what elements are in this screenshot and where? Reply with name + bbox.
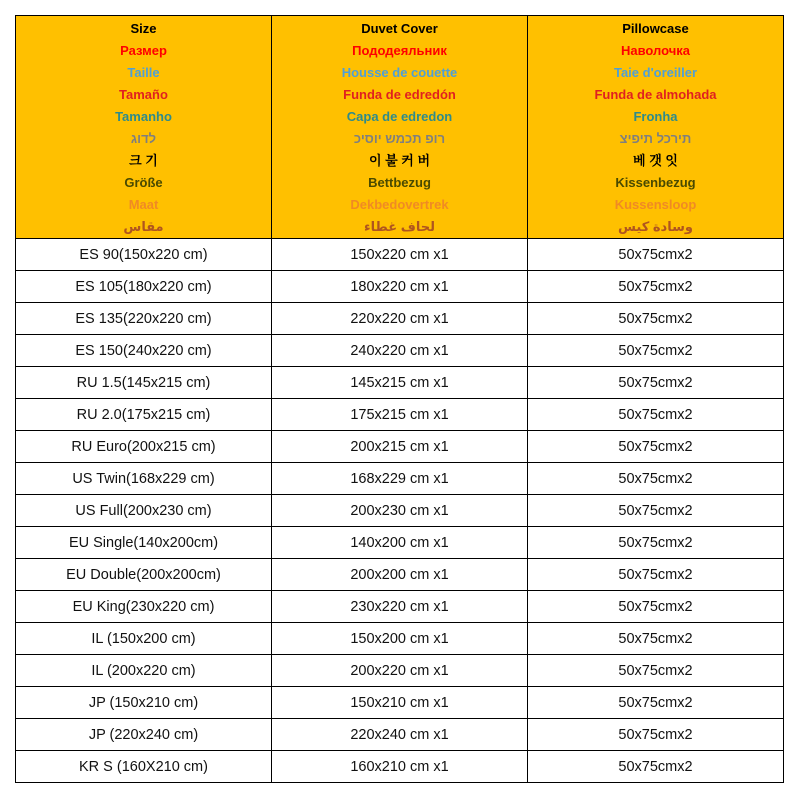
table-row [16, 527, 784, 559]
header-label-hebrew: רופ תכמש יוסיכ [353, 131, 446, 146]
header-label-english: Size [130, 21, 157, 36]
table-row [16, 463, 784, 495]
header-duvet-cover [272, 16, 528, 239]
pillowcase-cell: 50x75cmx2 [528, 495, 784, 527]
pillowcase-cell: 50x75cmx2 [528, 751, 784, 783]
header-label-korean: 베 갯 잇 [633, 153, 678, 168]
size-cell: EU Double(200x200cm) [16, 559, 272, 591]
header-label-spanish: Funda de almohada [594, 87, 717, 102]
header-label-dutch: Maat [128, 197, 159, 212]
table-body [16, 239, 784, 783]
size-cell: ES 150(240x220 cm) [16, 335, 272, 367]
header-label-korean: 크 기 [129, 153, 158, 168]
duvet-cover-cell: 200x215 cm x1 [272, 431, 528, 463]
table-row [16, 399, 784, 431]
size-cell: EU King(230x220 cm) [16, 591, 272, 623]
pillowcase-cell: 50x75cmx2 [528, 271, 784, 303]
duvet-cover-cell: 220x220 cm x1 [272, 303, 528, 335]
size-cell: EU Single(140x200cm) [16, 527, 272, 559]
table-row [16, 623, 784, 655]
duvet-cover-cell: 150x210 cm x1 [272, 687, 528, 719]
duvet-cover-cell: 220x240 cm x1 [272, 719, 528, 751]
pillowcase-cell: 50x75cmx2 [528, 335, 784, 367]
size-cell: US Twin(168x229 cm) [16, 463, 272, 495]
header-label-arabic: لحاف غطاء [364, 219, 435, 234]
duvet-cover-cell: 200x220 cm x1 [272, 655, 528, 687]
size-cell: US Full(200x230 cm) [16, 495, 272, 527]
duvet-cover-cell: 145x215 cm x1 [272, 367, 528, 399]
header-label-arabic: مقاس [123, 219, 164, 234]
pillowcase-cell: 50x75cmx2 [528, 367, 784, 399]
pillowcase-cell: 50x75cmx2 [528, 623, 784, 655]
duvet-cover-cell: 175x215 cm x1 [272, 399, 528, 431]
duvet-cover-cell: 240x220 cm x1 [272, 335, 528, 367]
header-label-spanish: Tamaño [119, 87, 168, 102]
table-header [16, 16, 784, 239]
table-row [16, 495, 784, 527]
table-row [16, 655, 784, 687]
header-row [16, 16, 784, 239]
header-size [16, 16, 272, 239]
table-row [16, 335, 784, 367]
header-label-russian: Пододеяльник [352, 43, 447, 58]
header-label-french: Housse de couette [341, 65, 458, 80]
size-cell: ES 135(220x220 cm) [16, 303, 272, 335]
size-cell: JP (150x210 cm) [16, 687, 272, 719]
size-cell: RU 1.5(145x215 cm) [16, 367, 272, 399]
pillowcase-cell: 50x75cmx2 [528, 559, 784, 591]
table-row [16, 719, 784, 751]
header-label-german: Bettbezug [368, 175, 431, 190]
header-label-english: Duvet Cover [361, 21, 438, 36]
duvet-cover-cell: 168x229 cm x1 [272, 463, 528, 495]
duvet-cover-cell: 230x220 cm x1 [272, 591, 528, 623]
pillowcase-cell: 50x75cmx2 [528, 239, 784, 271]
header-label-french: Taille [127, 65, 160, 80]
header-label-russian: Размер [120, 43, 167, 58]
pillowcase-cell: 50x75cmx2 [528, 591, 784, 623]
header-label-hebrew: תירכל תיפיצ [619, 131, 692, 146]
size-cell: IL (150x200 cm) [16, 623, 272, 655]
duvet-cover-cell: 160x210 cm x1 [272, 751, 528, 783]
duvet-cover-cell: 150x220 cm x1 [272, 239, 528, 271]
pillowcase-cell: 50x75cmx2 [528, 463, 784, 495]
header-label-german: Kissenbezug [615, 175, 696, 190]
table-row [16, 367, 784, 399]
size-cell: ES 90(150x220 cm) [16, 239, 272, 271]
pillowcase-cell: 50x75cmx2 [528, 527, 784, 559]
pillowcase-cell: 50x75cmx2 [528, 431, 784, 463]
header-label-french: Taie d'oreiller [613, 65, 698, 80]
duvet-cover-cell: 200x230 cm x1 [272, 495, 528, 527]
pillowcase-cell: 50x75cmx2 [528, 303, 784, 335]
table-row [16, 591, 784, 623]
pillowcase-cell: 50x75cmx2 [528, 655, 784, 687]
table-row [16, 751, 784, 783]
header-label-hebrew: לדוג [130, 131, 157, 146]
table-row [16, 559, 784, 591]
size-cell: ES 105(180x220 cm) [16, 271, 272, 303]
header-label-korean: 이 불 커 버 [368, 153, 431, 168]
table-row [16, 271, 784, 303]
duvet-cover-cell: 200x200 cm x1 [272, 559, 528, 591]
header-label-english: Pillowcase [622, 21, 689, 36]
table-row [16, 239, 784, 271]
table-row [16, 431, 784, 463]
header-label-portuguese: Fronha [633, 109, 678, 124]
header-label-arabic: وسادة كيس [618, 219, 693, 234]
size-cell: RU 2.0(175x215 cm) [16, 399, 272, 431]
header-label-spanish: Funda de edredón [343, 87, 456, 102]
duvet-cover-cell: 140x200 cm x1 [272, 527, 528, 559]
table-row [16, 687, 784, 719]
size-cell: RU Euro(200x215 cm) [16, 431, 272, 463]
table-row [16, 303, 784, 335]
header-label-russian: Наволочка [620, 43, 691, 58]
header-label-german: Größe [124, 175, 163, 190]
size-cell: JP (220x240 cm) [16, 719, 272, 751]
header-pillowcase [528, 16, 784, 239]
pillowcase-cell: 50x75cmx2 [528, 687, 784, 719]
pillowcase-cell: 50x75cmx2 [528, 719, 784, 751]
size-cell: IL (200x220 cm) [16, 655, 272, 687]
duvet-cover-cell: 180x220 cm x1 [272, 271, 528, 303]
size-cell: KR S (160X210 cm) [16, 751, 272, 783]
duvet-cover-cell: 150x200 cm x1 [272, 623, 528, 655]
header-label-portuguese: Tamanho [115, 109, 172, 124]
header-label-dutch: Kussensloop [614, 197, 697, 212]
header-label-dutch: Dekbedovertrek [350, 197, 449, 212]
header-label-portuguese: Capa de edredon [346, 109, 453, 124]
pillowcase-cell: 50x75cmx2 [528, 399, 784, 431]
size-chart-table [15, 15, 784, 783]
